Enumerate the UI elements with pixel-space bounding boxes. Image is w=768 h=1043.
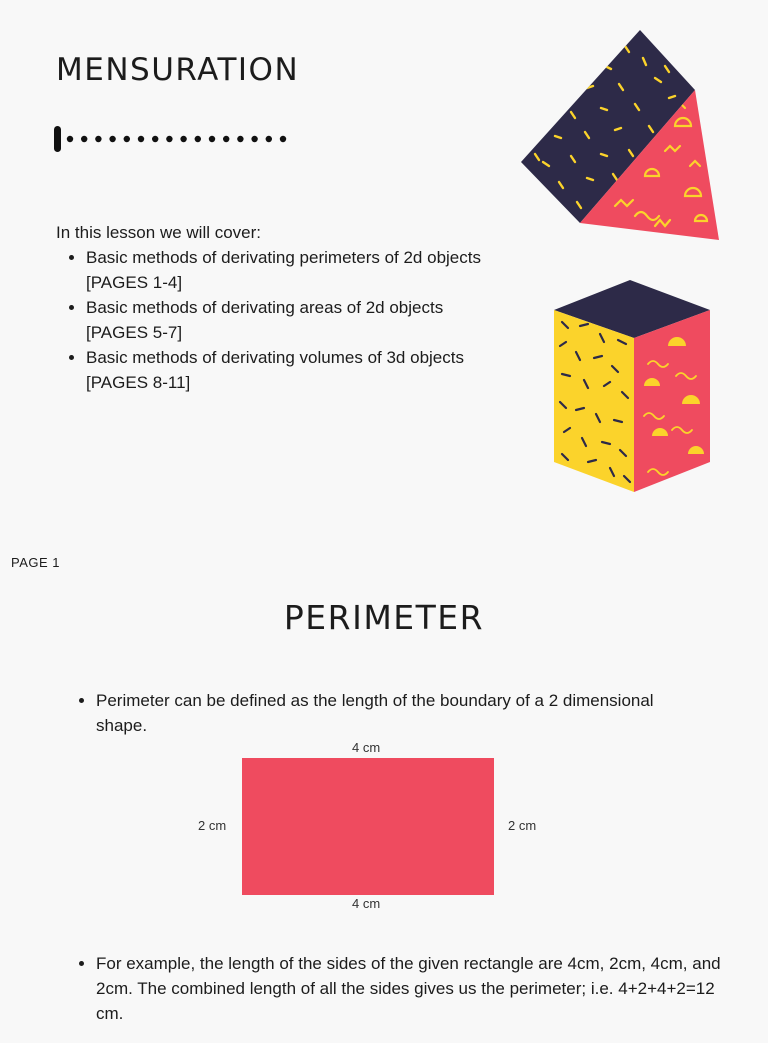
divider-dot — [81, 136, 87, 142]
divider-dot — [67, 136, 73, 142]
lesson-overview — [56, 220, 506, 395]
definition-list — [56, 688, 696, 738]
divider-dot — [109, 136, 115, 142]
divider-dot — [124, 136, 130, 142]
section-title: PERIMETER — [283, 598, 485, 637]
page-title: MENSURATION — [56, 52, 300, 88]
rectangular-prism-illustration — [548, 276, 716, 498]
divider-dot — [237, 136, 243, 142]
divider-dot — [266, 136, 272, 142]
rectangle-left-label: 2 cm — [198, 818, 227, 833]
rectangle-top-label: 4 cm — [352, 740, 381, 755]
divider-dot — [95, 136, 101, 142]
dotted-divider — [52, 124, 292, 154]
rectangle-right-label: 2 cm — [508, 818, 537, 833]
example-item: • For example, the length of the sides of the given rectangle are 4cm, 2cm, 4cm, and 2cm. The combined length of all the sides gives us the perimeter; i.e. 4+2+4+2=12 cm. — [96, 951, 746, 1026]
divider-dot — [138, 136, 144, 142]
divider-dot — [152, 136, 158, 142]
divider-dot — [209, 136, 215, 142]
divider-dot — [223, 136, 229, 142]
divider-dot — [195, 136, 201, 142]
divider-dot — [280, 136, 286, 142]
page-number-label: PAGE 1 — [11, 555, 61, 570]
example-list — [56, 951, 746, 1026]
example-rectangle — [242, 758, 494, 895]
divider-dot — [180, 136, 186, 142]
perimeter-example — [56, 934, 746, 1043]
overview-item: • Basic methods of derivating perimeters of 2d objects [PAGES 1-4] — [86, 245, 506, 295]
overview-lead: In this lesson we will cover: — [56, 223, 262, 242]
divider-dot — [251, 136, 257, 142]
overview-list — [56, 245, 506, 395]
overview-item: • Basic methods of derivating volumes of 3d objects [PAGES 8-11] — [86, 345, 506, 395]
triangular-prism-illustration — [515, 26, 730, 246]
rectangle-bottom-label: 4 cm — [352, 896, 381, 911]
divider-dot — [166, 136, 172, 142]
overview-item: • Basic methods of derivating areas of 2d objects [PAGES 5-7] — [86, 295, 506, 345]
definition-item: • Perimeter can be defined as the length of the boundary of a 2 dimensional shape. — [96, 688, 696, 738]
